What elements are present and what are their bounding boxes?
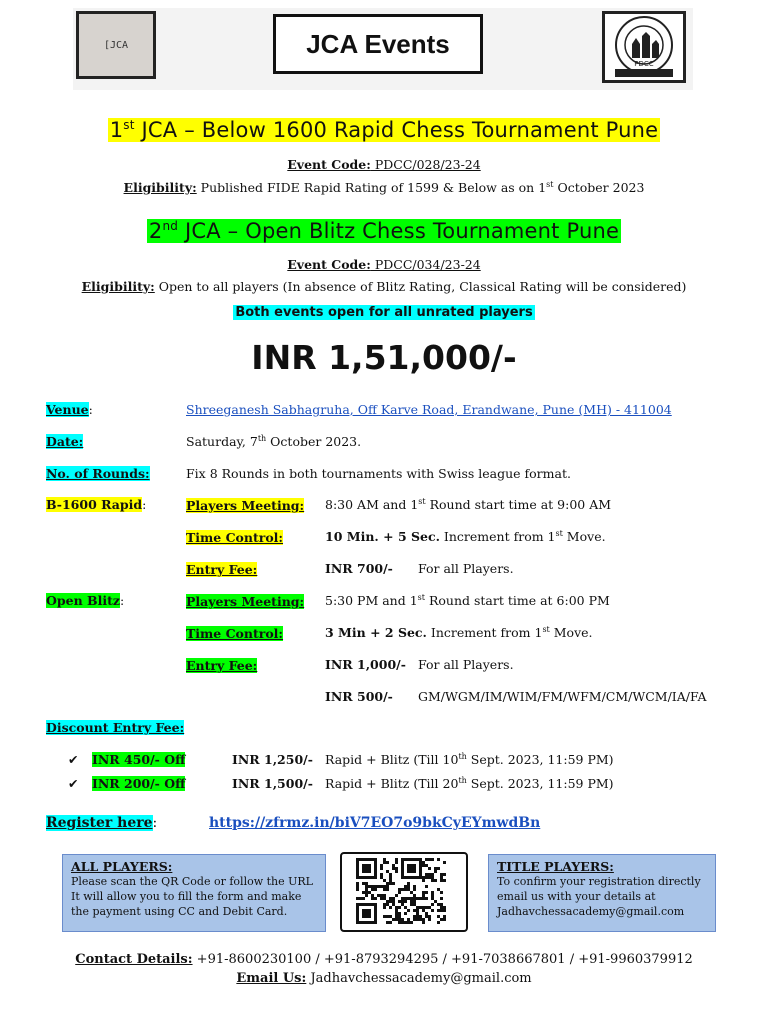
- blitz-fee-label: Entry Fee:: [186, 658, 258, 673]
- title-players-heading: TITLE PLAYERS:: [497, 859, 614, 874]
- rapid-meeting-label: Players Meeting:: [186, 498, 305, 513]
- all-players-heading: ALL PLAYERS:: [71, 859, 173, 874]
- tournament2-event-code: Event Code: PDCC/034/23-24: [287, 257, 481, 272]
- discount-item: [68, 776, 78, 791]
- register-link[interactable]: https://zfrmz.in/biV7EO7o9bkCyEYmwdBn: [209, 815, 541, 831]
- svg-text:PDCC: PDCC: [634, 60, 654, 68]
- tournament2-title-row: [0, 219, 768, 243]
- blitz-tc-label: Time Control:: [186, 626, 284, 641]
- contact-email: Email Us: Jadhavchessacademy@gmail.com: [236, 971, 532, 986]
- blitz-fee2-value: INR 500/-: [325, 689, 393, 704]
- blitz-fee-note: For all Players.: [418, 657, 514, 672]
- blitz-label: Open Blitz:: [46, 593, 125, 608]
- title-players-box: [488, 854, 716, 932]
- discount-item: [68, 752, 78, 767]
- all-players-box: [62, 854, 326, 932]
- discount-note: Rapid + Blitz (Till 20th Sept. 2023, 11:59 PM): [325, 776, 614, 792]
- venue-label: Venue:: [46, 402, 93, 417]
- tournament1-title-row: [0, 118, 768, 142]
- discount-off: INR 200/- Off: [92, 776, 186, 791]
- tournament1-title: 1st JCA – Below 1600 Rapid Chess Tournament Pune: [109, 118, 659, 142]
- prize-amount: INR 1,51,000/-: [251, 338, 517, 377]
- rapid-label: B-1600 Rapid:: [46, 497, 147, 512]
- tournament1-event-code: Event Code: PDCC/028/23-24: [287, 157, 481, 172]
- jca-logo: [76, 11, 156, 79]
- rounds-label: No. of Rounds:: [46, 466, 150, 481]
- unrated-note: Both events open for all unrated players: [235, 305, 533, 320]
- register-label: Register here:: [46, 815, 158, 831]
- blitz-fee-value: INR 1,000/-: [325, 657, 406, 672]
- blitz-meeting-value: 5:30 PM and 1st Round start time at 6:00 PM: [325, 593, 610, 609]
- date-value: Saturday, 7th October 2023.: [186, 434, 362, 450]
- check-icon: ✔: [68, 776, 79, 791]
- blitz-tc-value: 3 Min + 2 Sec. Increment from 1st Move.: [325, 625, 593, 641]
- discount-note: Rapid + Blitz (Till 10th Sept. 2023, 11:59 PM): [325, 752, 614, 768]
- rapid-tc-label: Time Control:: [186, 530, 284, 545]
- discount-label: Discount Entry Fee:: [46, 720, 185, 735]
- blitz-fee2-note: GM/WGM/IM/WIM/FM/WFM/CM/WCM/IA/FA: [418, 689, 707, 704]
- rapid-fee-note: For all Players.: [418, 561, 514, 576]
- rapid-tc-value: 10 Min. + 5 Sec. Increment from 1st Move.: [325, 529, 606, 545]
- qr-code[interactable]: [340, 852, 468, 932]
- rapid-fee-label: Entry Fee:: [186, 562, 258, 577]
- rounds-value: Fix 8 Rounds in both tournaments with Swiss league format.: [186, 466, 571, 481]
- pdcc-logo: [602, 11, 686, 83]
- discount-off: INR 450/- Off: [92, 752, 186, 767]
- tournament2-title: 2nd JCA – Open Blitz Chess Tournament Pune: [148, 219, 620, 243]
- date-label: Date:: [46, 434, 84, 449]
- venue-link[interactable]: Shreeganesh Sabhagruha, Off Karve Road, Erandwane, Pune (MH) - 411004: [186, 402, 672, 417]
- page-title-text: JCA Events: [306, 28, 450, 59]
- qr-code-icon: [342, 854, 466, 930]
- all-players-text: Please scan the QR Code or follow the URL It will allow you to fill the form and make the payment using CC and Debit Card.: [71, 875, 313, 918]
- tournament1-eligibility: Eligibility: Published FIDE Rapid Rating of 1599 & Below as on 1st October 2023: [123, 180, 645, 196]
- jca-logo-text: [JCA: [103, 39, 129, 51]
- page-title: [273, 14, 483, 74]
- discount-amount: INR 1,500/-: [232, 776, 313, 791]
- title-players-text: To confirm your registration directly email us with your details at Jadhavchessacademy@gmail.com: [497, 875, 701, 918]
- rapid-fee-value: INR 700/-: [325, 561, 393, 576]
- rapid-meeting-value: 8:30 AM and 1st Round start time at 9:00 AM: [325, 497, 612, 513]
- contact-details: Contact Details: +91-8600230100 / +91-8793294295 / +91-7038667801 / +91-9960379912: [75, 952, 693, 967]
- pdcc-emblem-icon: [605, 14, 683, 80]
- blitz-meeting-label: Players Meeting:: [186, 594, 305, 609]
- tournament2-eligibility: Eligibility: Open to all players (In absence of Blitz Rating, Classical Rating will be considered): [81, 279, 687, 294]
- check-icon: ✔: [68, 752, 79, 767]
- discount-amount: INR 1,250/-: [232, 752, 313, 767]
